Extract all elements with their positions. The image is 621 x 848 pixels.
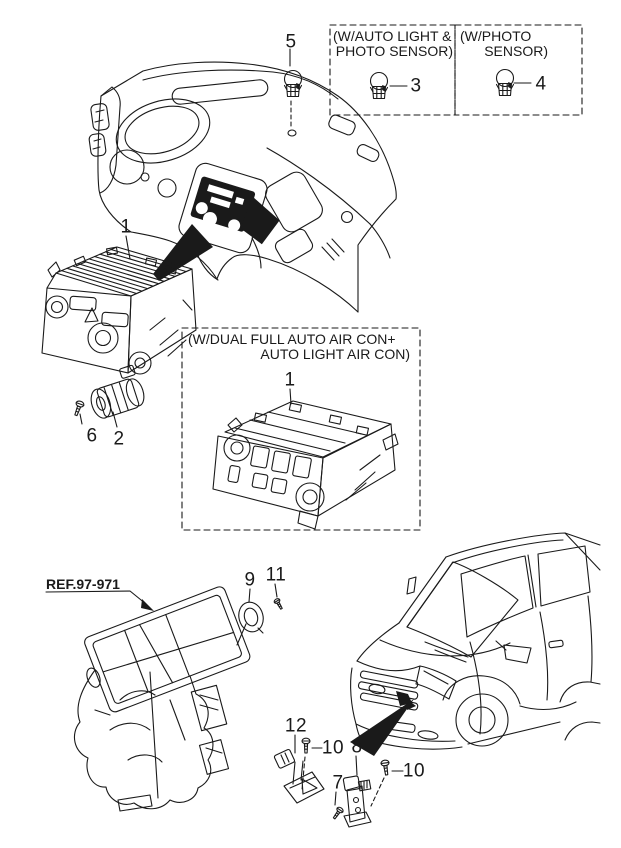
blower-actuator-part-2[interactable] — [84, 364, 147, 420]
callout-2[interactable]: 2 — [113, 428, 125, 450]
option-box-title-line1: (W/AUTO LIGHT & — [333, 28, 452, 44]
callout-3[interactable]: 3 — [410, 75, 422, 97]
screw-icon[interactable] — [273, 598, 284, 611]
option-box-title-line1: (W/PHOTO — [460, 28, 532, 44]
option-box-title-auto-light-photo — [333, 29, 453, 58]
callout-12[interactable]: 12 — [284, 715, 308, 737]
callout-10-left[interactable]: 10 — [321, 737, 345, 759]
callout-5[interactable]: 5 — [285, 31, 297, 53]
ambient-sensor-part-12[interactable] — [274, 749, 324, 803]
ref-leader — [46, 591, 146, 604]
option-box-title-line2: AUTO LIGHT AIR CON) — [260, 345, 410, 362]
dashboard-illustration — [89, 62, 397, 312]
callout-11[interactable]: 11 — [265, 564, 287, 586]
option-box-title-dual-auto — [188, 332, 410, 361]
callout-7[interactable]: 7 — [332, 772, 344, 794]
callout-8[interactable]: 8 — [351, 736, 363, 758]
option-box-title-photo — [460, 29, 548, 58]
callout-6[interactable]: 6 — [86, 425, 98, 447]
screw-icon[interactable] — [331, 806, 344, 820]
callout-10-right[interactable]: 10 — [402, 760, 426, 782]
callout-4[interactable]: 4 — [535, 73, 547, 95]
option-box-title-line2: PHOTO SENSOR) — [335, 42, 453, 59]
option-box-title-line2: SENSOR) — [484, 42, 548, 59]
callout-9[interactable]: 9 — [244, 569, 256, 591]
callout-1-dual[interactable]: 1 — [284, 369, 296, 391]
reference-link[interactable]: REF.97-971 — [46, 576, 120, 592]
screw-icon[interactable] — [302, 738, 310, 753]
option-box-title-line1: (W/DUAL FULL AUTO AIR CON+ — [188, 331, 396, 347]
heater-core-assembly[interactable] — [74, 585, 252, 811]
screw-icon[interactable] — [381, 760, 391, 776]
heater-control-unit-auto[interactable] — [213, 401, 398, 529]
photo-sensor-icon[interactable] — [371, 73, 388, 99]
ref-arrowhead-icon — [141, 599, 154, 611]
callout-1-main[interactable]: 1 — [120, 216, 132, 238]
photo-sensor-icon[interactable] — [497, 70, 514, 96]
assembly-line-10b — [371, 778, 384, 806]
screw-icon[interactable] — [72, 400, 85, 417]
sensor-bracket-part-8[interactable] — [343, 776, 371, 827]
